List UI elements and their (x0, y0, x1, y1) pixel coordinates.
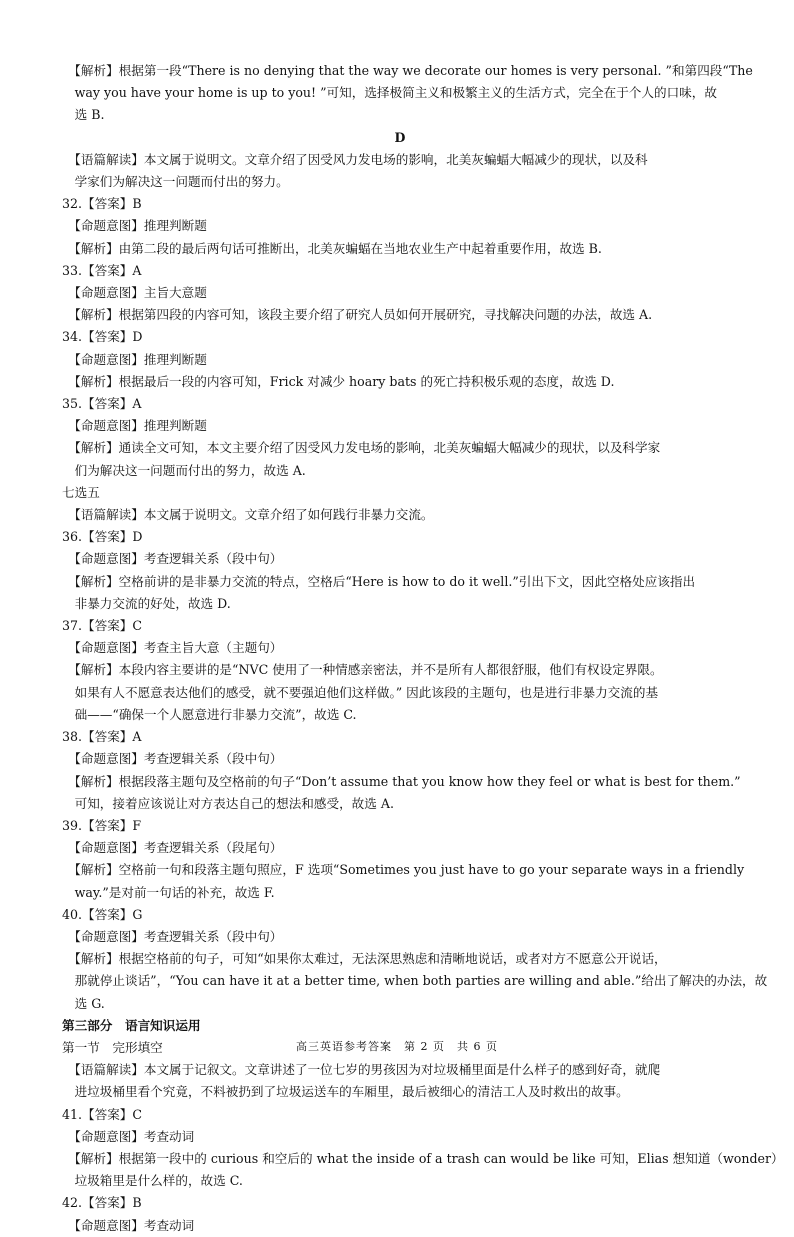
text-line: 【命题意图】考查动词 (62, 1217, 195, 1233)
text-line: 【命题意图】推理判断题 (62, 218, 207, 234)
text-line: 【解析】由第二段的最后两句话可推断出，北美灰蝙蝠在当地农业生产中起着重要作用，故选 B. (62, 240, 602, 256)
text-line: 32.【答案】B (62, 196, 142, 212)
text-line: 垃圾箱里是什么样的，故选 C. (62, 1173, 243, 1189)
text-line: 第一节 完形填空 (62, 1039, 163, 1055)
text-line: 选 B. (62, 107, 105, 123)
text-line: 35.【答案】A (62, 396, 142, 412)
text-line: 【解析】根据最后一段的内容可知，Frick 对减少 hoary bats 的死亡持积极乐观的态度，故选 D. (62, 373, 615, 389)
text-line: 【命题意图】推理判断题 (62, 418, 207, 434)
text-line: 【解析】根据段落主题句及空格前的句子“Don’t assume that you know how they feel or what is best for them.” (62, 773, 741, 789)
text-line: 【解析】根据第一段“There is no denying that the way we decorate our homes is very personal. ”和第四段“The (62, 63, 753, 78)
text-line: 36.【答案】D (62, 529, 143, 545)
text-line: 那就停止谈话”，“You can have it at a better time, when both parties are willing and able.”给出了解决的办法，故 (62, 973, 768, 989)
text-line: 38.【答案】A (62, 729, 142, 745)
text-line: 们为解决这一问题而付出的努力，故选 A. (62, 462, 306, 478)
text-line: 【命题意图】考查逻辑关系（段中句） (62, 751, 283, 767)
text-line: 【解析】通读全文可知，本文主要介绍了因受风力发电场的影响，北美灰蝙蝠大幅减少的现状，以及科学家 (62, 440, 661, 456)
text-line: 【命题意图】推理判断题 (62, 351, 207, 367)
page-footer: 高三英语参考答案 第 2 页 共 6 页 (296, 1040, 498, 1053)
text-line: 【解析】根据空格前的句子，可知“如果你太难过，无法深思熟虑和清晰地说话，或者对方不愿意公开说话， (62, 951, 667, 967)
page-content (62, 60, 784, 1237)
text-line: 非暴力交流的好处，故选 D. (62, 595, 231, 611)
text-line: 【命题意图】考查逻辑关系（段尾句） (62, 840, 283, 856)
text-line: 【解析】空格前一句和段落主题句照应，F 选项“Sometimes you just have to go your separate ways in a friendly (62, 862, 745, 878)
text-line: 42.【答案】B (62, 1195, 142, 1211)
text-line: 40.【答案】G (62, 906, 143, 922)
text-line: D (394, 129, 406, 145)
text-line: 第三部分 语言知识运用 (62, 1017, 201, 1033)
text-line: 【命题意图】考查主旨大意（主题句） (62, 640, 283, 656)
text-line: 进垃圾桶里看个究竟，不料被扔到了垃圾运送车的车厢里，最后被细心的清洁工人及时救出的故事。 (62, 1084, 629, 1100)
text-line: 【语篇解读】本文属于记叙文。文章讲述了一位七岁的男孩因为对垃圾桶里面是什么样子的感到好奇，就爬 (62, 1062, 661, 1078)
text-line: 学家们为解决这一问题而付出的努力。 (62, 174, 289, 190)
text-line: 础——“确保一个人愿意进行非暴力交流”，故选 C. (62, 706, 357, 722)
text-line: way you have your home is up to you! ”可知，选择极简主义和极繁主义的生活方式，完全在于个人的口味，故 (62, 85, 717, 101)
text-line: 七选五 (62, 484, 100, 500)
text-line: 【命题意图】考查逻辑关系（段中句） (62, 551, 283, 567)
text-line: 【语篇解读】本文属于说明文。文章介绍了因受风力发电场的影响，北美灰蝙蝠大幅减少的现状，以及科 (62, 151, 648, 167)
text-line: 【解析】根据第一段中的 curious 和空后的 what the inside of a trash can would be like 可知，Elias 想知道（wonder） (62, 1150, 784, 1166)
text-line: 【命题意图】考查动词 (62, 1128, 195, 1144)
text-line: 37.【答案】C (62, 618, 143, 634)
text-line: 【命题意图】考查逻辑关系（段中句） (62, 928, 283, 944)
text-line: 如果有人不愿意表达他们的感受，就不要强迫他们这样做。” 因此该段的主题句，也是进行非暴力交流的基 (62, 684, 659, 700)
text-line: 选 G. (62, 995, 105, 1011)
text-line: 【解析】本段内容主要讲的是“NVC 使用了一种情感亲密法，并不是所有人都很舒服，他们有权设定界限。 (62, 662, 663, 678)
text-line: 【命题意图】主旨大意题 (62, 285, 207, 301)
text-line: 【解析】空格前讲的是非暴力交流的特点，空格后“Here is how to do it well.”引出下文，因此空格处应该指出 (62, 573, 696, 589)
text-line: 39.【答案】F (62, 817, 142, 833)
text-line: 33.【答案】A (62, 262, 142, 278)
text-line: 41.【答案】C (62, 1106, 143, 1122)
text-line: way.”是对前一句话的补充，故选 F. (62, 884, 275, 900)
text-line: 【解析】根据第四段的内容可知，该段主要介绍了研究人员如何开展研究，寻找解决问题的办法，故选 A. (62, 307, 653, 323)
text-line: 可知，接着应该说让对方表达自己的想法和感受，故选 A. (62, 795, 394, 811)
text-line: 【语篇解读】本文属于说明文。文章介绍了如何践行非暴力交流。 (62, 507, 434, 523)
text-line: 34.【答案】D (62, 329, 143, 345)
